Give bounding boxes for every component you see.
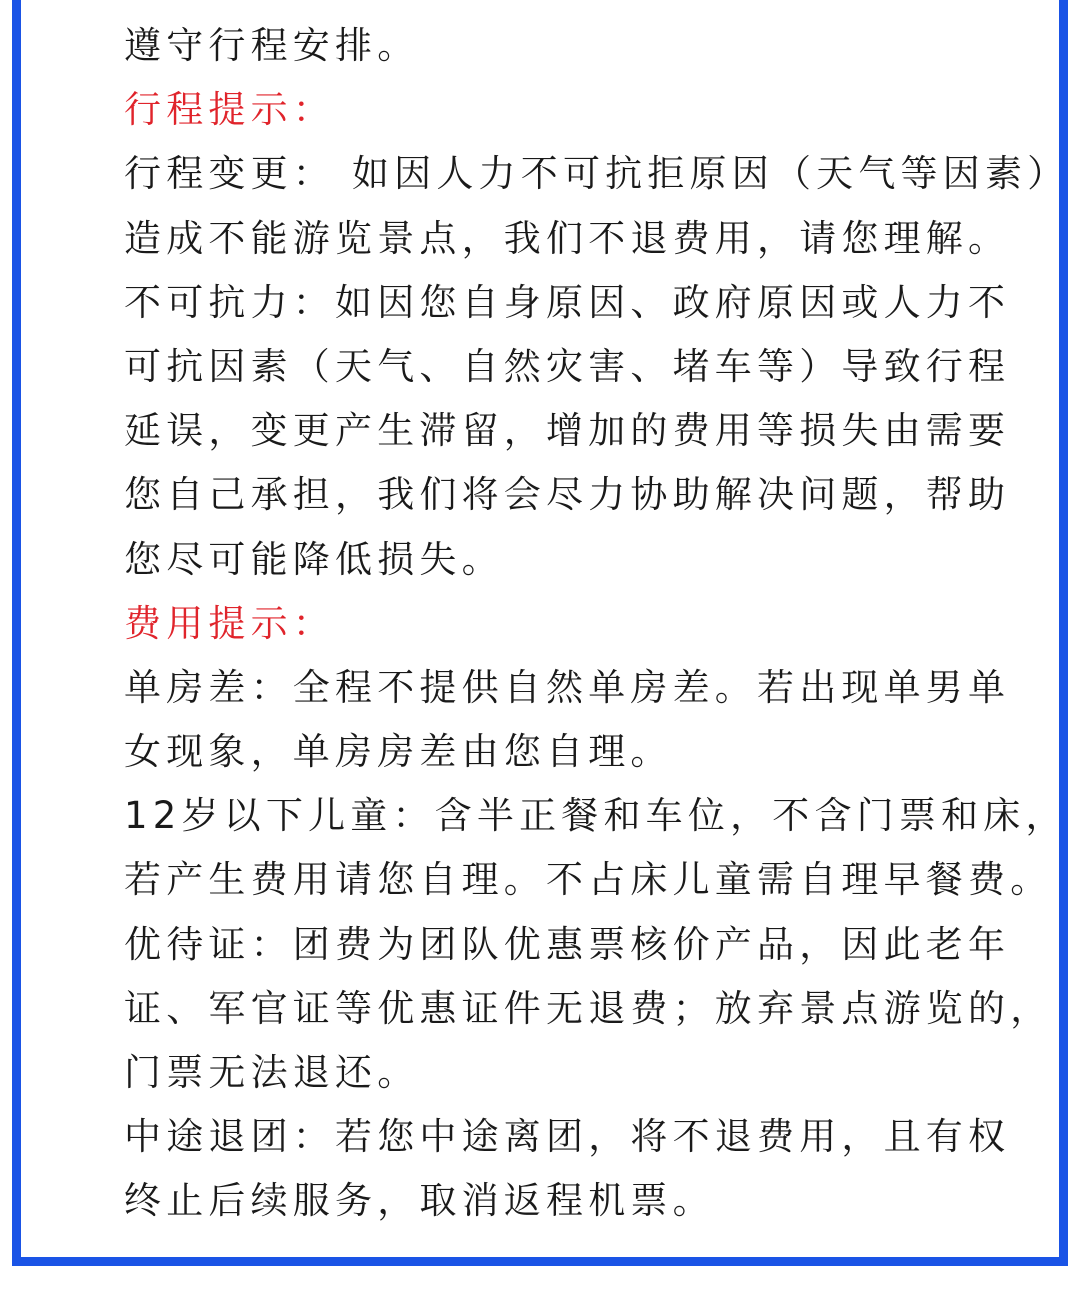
text-line: 女现象，单房房差由您自理。 (124, 730, 673, 774)
text-line: 不可抗力：如因您自身原因、政府原因或人力不 (124, 280, 1011, 324)
text-line: 您自己承担，我们将会尽力协助解决问题，帮助 (124, 473, 1011, 517)
text-line: 终止后续服务，取消返程机票。 (124, 1179, 715, 1223)
text-line: 遵守行程安排。 (124, 24, 420, 67)
text-line: 12岁以下儿童：含半正餐和车位，不含门票和床， (124, 794, 1068, 838)
text-line: 您尽可能降低损失。 (124, 537, 504, 581)
text-line: 可抗因素（天气、自然灾害、堵车等）导致行程 (124, 344, 1011, 388)
text-line: 中途退团：若您中途离团，将不退费用，且有权 (124, 1115, 1011, 1159)
text-line: 延误，变更产生滞留，增加的费用等损失由需要 (124, 409, 1011, 453)
section-heading-fees: 费用提示： (124, 601, 335, 645)
section-heading-itinerary: 行程提示： (124, 88, 335, 132)
text-line: 证、军官证等优惠证件无退费；放弃景点游览的， (124, 986, 1053, 1030)
content-frame (12, 0, 1068, 1266)
text-line: 造成不能游览景点，我们不退费用，请您理解。 (124, 216, 1011, 260)
notice-text (124, 14, 1070, 1234)
text-line: 优待证：团费为团队优惠票核价产品，因此老年 (124, 922, 1011, 966)
text-line: 单房差：全程不提供自然单房差。若出现单男单 (124, 665, 1011, 709)
text-line: 行程变更： 如因人力不可抗拒原因（天气等因素） (124, 152, 1070, 196)
text-line: 门票无法退还。 (124, 1051, 420, 1094)
text-line: 若产生费用请您自理。不占床儿童需自理早餐费。 (124, 858, 1053, 902)
